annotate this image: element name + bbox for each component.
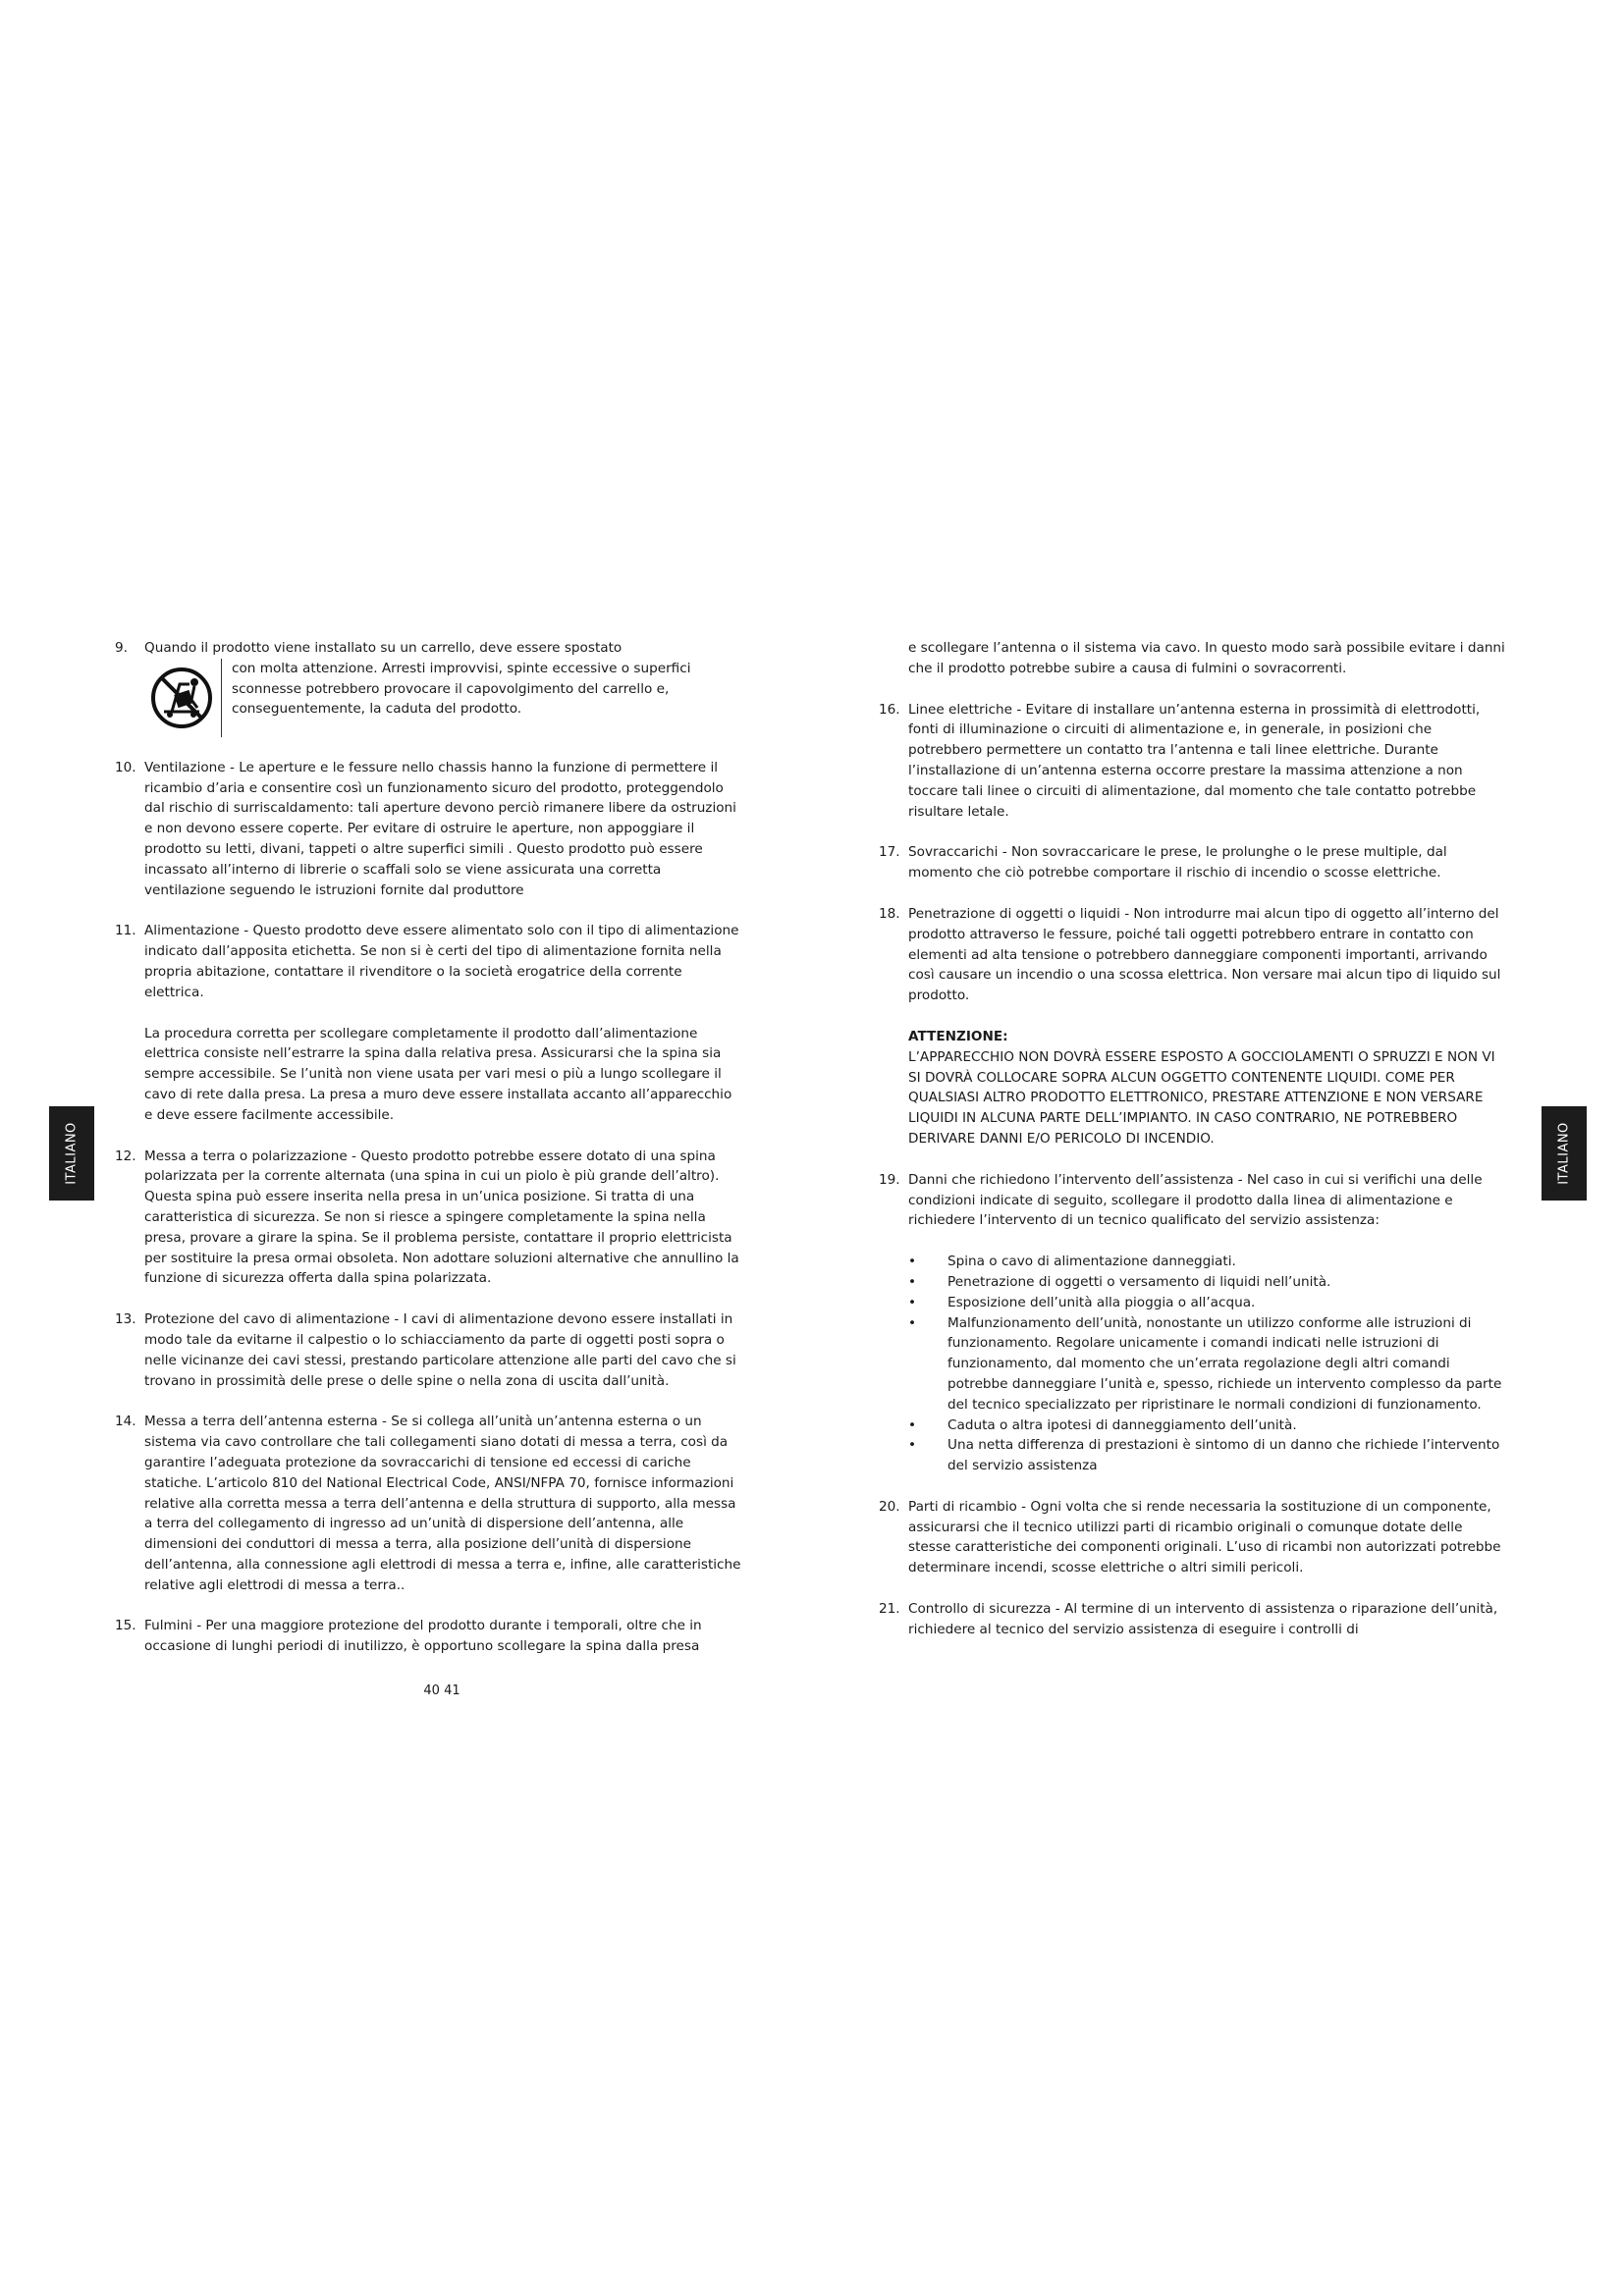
item-number: 17. <box>879 844 900 861</box>
list-item: • Malfunzionamento dell’unità, nonostante un utilizzo conforme alle istruzioni di funzionamento. Regolare unicamente i comandi indicati nelle istruzioni di funzionamento, dal momento che un’errata regolazione degli altri comandi potrebbe danneggiare l’unità e, spesso, richiede un intervento complesso da parte del tecnico specializzato per ripristinare le normali condizioni di funzionamento. <box>908 1313 1507 1415</box>
item-number: 18. <box>879 905 900 922</box>
language-tab-right <box>1542 1106 1587 1201</box>
item-12 <box>115 1147 743 1290</box>
item-18 <box>879 904 1507 1006</box>
item-9 <box>115 638 743 737</box>
item-number: 21. <box>879 1601 900 1618</box>
item-number: 16. <box>879 701 900 718</box>
item-15-text: Fulmini - Per una maggiore protezione del prodotto durante i temporali, oltre che in occasione di lunghi periodi di inutilizzo, è opportuno scollegare la spina dalla presa <box>144 1618 702 1655</box>
right-column <box>879 638 1507 1661</box>
item-17-text: Sovraccarichi - Non sovraccaricare le prese, le prolunghe o le prese multiple, dal momento che ciò potrebbe comportare il rischio di incendio o scosse elettriche. <box>908 844 1447 881</box>
item-21-text: Controllo di sicurezza - Al termine di un intervento di assistenza o riparazione dell’unità, richiedere al tecnico del servizio assistenza di eseguire i controlli di <box>908 1601 1498 1637</box>
item-number: 10. <box>115 759 136 775</box>
damage-conditions-list <box>908 1252 1507 1476</box>
language-tab-label: ITALIANO <box>1556 1122 1572 1185</box>
list-item: • Esposizione dell’unità alla pioggia o all’acqua. <box>908 1293 1507 1313</box>
item-number: 12. <box>115 1148 136 1164</box>
item-number: 14. <box>115 1414 136 1430</box>
item-16 <box>879 700 1507 823</box>
item-21 <box>879 1599 1507 1640</box>
item-10 <box>115 758 743 901</box>
item-20-text: Parti di ricambio - Ogni volta che si rende necessaria la sostituzione di un componente, assicurarsi che il tecnico utilizzi parti di ricambio originali o comunque dotate delle stesse caratteristiche dei componenti originali. L’uso di ricambi non autorizzati potrebbe determinare incendi, scosse elettriche o altri simili pericoli. <box>908 1498 1501 1576</box>
list-item: • Penetrazione di oggetti o versamento di liquidi nell’unità. <box>908 1272 1507 1293</box>
item-number: 20. <box>879 1498 900 1515</box>
item-19-text: Danni che richiedono l’intervento dell’assistenza - Nel caso in cui si verifichi una delle condizioni indicate di seguito, scollegare il prodotto dalla linea di alimentazione e richiedere l’intervento di un tecnico qualificato del servizio assistenza: <box>908 1171 1483 1229</box>
item-9-text: con molta attenzione. Arresti improvvisi, spinte eccessive o superfici sconnesse potrebbero provocare il capovolgimento del carrello e, conseguentemente, la caduta del prodotto. <box>232 660 691 718</box>
item-number: 11. <box>115 923 136 939</box>
item-14-text: Messa a terra dell’antenna esterna - Se si collega all’unità un’antenna esterna o un sistema via cavo controllare che tali collegamenti siano dotati di messa a terra, così da garantire l’adeguata protezione da sovraccarichi di tensione ed eccessi di cariche statiche. L’articolo 810 del National Electrical Code, ANSI/NFPA 70, fornisce informazioni relative alla corretta messa a terra dell’antenna e della struttura di supporto, alla messa a terra del collegamento di ingresso ad un’unità di dispersione dell’antenna, alle dimensioni dei conduttori di messa a terra, alla posizione dell’unità di dispersione dell’antenna, alla connessione agli elettrodi di messa a terra e, infine, alle caratteristiche relative agli elettrodi di messa a terra.. <box>144 1414 741 1593</box>
item-number: 9. <box>115 640 128 656</box>
item-19 <box>879 1170 1507 1476</box>
language-tab-label: ITALIANO <box>64 1122 80 1185</box>
item-20 <box>879 1497 1507 1578</box>
page-numbers: 40 41 <box>423 1683 460 1698</box>
item-16-text: Linee elettriche - Evitare di installare un’antenna esterna in prossimità di elettrodotti, fonti di illuminazione o circuiti di alimentazione e, in generale, in posizioni che potrebbero permettere un contatto tra l’antenna e tali linee elettriche. Durante l’installazione di un’antenna esterna occorre prestare la massima attenzione a non toccare tali linee o circuiti di alimentazione, dal momento che tale contatto potrebbe risultare letale. <box>908 701 1481 820</box>
item-15-continuation: e scollegare l’antenna o il sistema via cavo. In questo modo sarà possibile evitare i danni che il prodotto potrebbe subire a causa di fulmini o sovracorrenti. <box>908 640 1505 676</box>
item-11 <box>115 921 743 1125</box>
language-tab-left <box>49 1106 94 1201</box>
item-15 <box>115 1616 743 1657</box>
item-18-text: Penetrazione di oggetti o liquidi - Non introdurre mai alcun tipo di oggetto all’interno del prodotto attraverso le fessure, poiché tali oggetti potrebbero entrare in contatto con elementi ad alta tensione o potrebbero danneggiare componenti importanti, arrivando così causare un incendio o una scossa elettrica. Non versare mai alcun tipo di liquido sul prodotto. <box>908 905 1501 1004</box>
list-item: • Una netta differenza di prestazioni è sintomo di un danno che richiede l’intervento del servizio assistenza <box>908 1435 1507 1476</box>
item-11-text-2: La procedura corretta per scollegare completamente il prodotto dall’alimentazione elettrica consiste nell’estrarre la spina dalla relativa presa. Assicurarsi che la spina sia sempre accessibile. Se l’unità non viene usata per vari mesi o più a lungo scollegare il cavo di rete dalla presa. La presa a muro deve essere installata accanto all’apparecchio e deve essere facilmente accessibile. <box>144 1025 732 1123</box>
item-13-text: Protezione del cavo di alimentazione - I cavi di alimentazione devono essere installati in modo tale da evitarne il calpestio o lo schiacciamento da parte di oggetti posti sopra o nelle vicinanze dei cavi stessi, prestando particolare attenzione alle parti del cavo che si trovano in prossimità delle prese o delle spine o nella zona di uscita dall’unità. <box>144 1311 736 1389</box>
warning-text: L’APPARECCHIO NON DOVRÀ ESSERE ESPOSTO A GOCCIOLAMENTI O SPRUZZI E NON VI SI DOVRÀ COLLOCARE SOPRA ALCUN OGGETTO CONTENENTE LIQUIDI. COME PER QUALSIASI ALTRO PRODOTTO ELETTRONICO, PRESTARE ATTENZIONE E NON VERSARE LIQUIDI IN ALCUNA PARTE DELL’IMPIANTO. IN CASO CONTRARIO, NE POTREBBERO DERIVARE DANNI E/O PERICOLO DI INCENDIO. <box>908 1048 1495 1147</box>
item-11-text: Alimentazione - Questo prodotto deve essere alimentato solo con il tipo di alimentazione indicato dall’apposita etichetta. Se non si è certi del tipo di alimentazione fornita nella propria abitazione, contattare il rivenditore o la società erogatrice della corrente elettrica. <box>144 923 739 1000</box>
item-14 <box>115 1412 743 1595</box>
item-number: 13. <box>115 1311 136 1328</box>
cart-tip-over-icon <box>150 667 213 729</box>
list-item: • Spina o cavo di alimentazione danneggiati. <box>908 1252 1507 1272</box>
warning-block <box>908 1027 1507 1149</box>
left-column <box>115 638 743 1678</box>
item-9-lead: Quando il prodotto viene installato su un carrello, deve essere spostato <box>144 640 623 656</box>
warning-title: ATTENZIONE: <box>908 1028 1008 1044</box>
item-9-body <box>144 659 743 737</box>
item-number: 15. <box>115 1618 136 1634</box>
list-item: • Caduta o altra ipotesi di danneggiamento dell’unità. <box>908 1415 1507 1436</box>
item-number: 19. <box>879 1171 900 1188</box>
item-17 <box>879 842 1507 883</box>
item-10-text: Ventilazione - Le aperture e le fessure nello chassis hanno la funzione di permettere il ricambio d’aria e consentire così un funzionamento sicuro del prodotto, proteggendolo dal rischio di surriscaldamento: tali aperture devono perciò rimanere libere da ostruzioni e non devono essere coperte. Per evitare di ostruire le aperture, non appoggiare il prodotto su letti, divani, tappeti o altre superfici simili . Questo prodotto può essere incassato all’interno di librerie o scaffali solo se viene assicurata una corretta ventilazione seguendo le istruzioni fornite dal produttore <box>144 759 736 898</box>
item-13 <box>115 1309 743 1391</box>
item-12-text: Messa a terra o polarizzazione - Questo prodotto potrebbe essere dotato di una spina polarizzata per la corrente alternata (una spina in cui un piolo è più grande dell’altro). Questa spina può essere inserita nella presa in un’unica posizione. Si tratta di una caratteristica di sicurezza. Se non si riesce a spingere completamente la spina nella presa, provare a girare la spina. Se il problema persiste, contattare il proprio elettricista per sostituire la presa ormai obsoleta. Non adottare soluzioni alternative che annullino la funzione di sicurezza offerta dalla spina polarizzata. <box>144 1148 739 1287</box>
cart-warning-icon-frame <box>144 659 222 737</box>
